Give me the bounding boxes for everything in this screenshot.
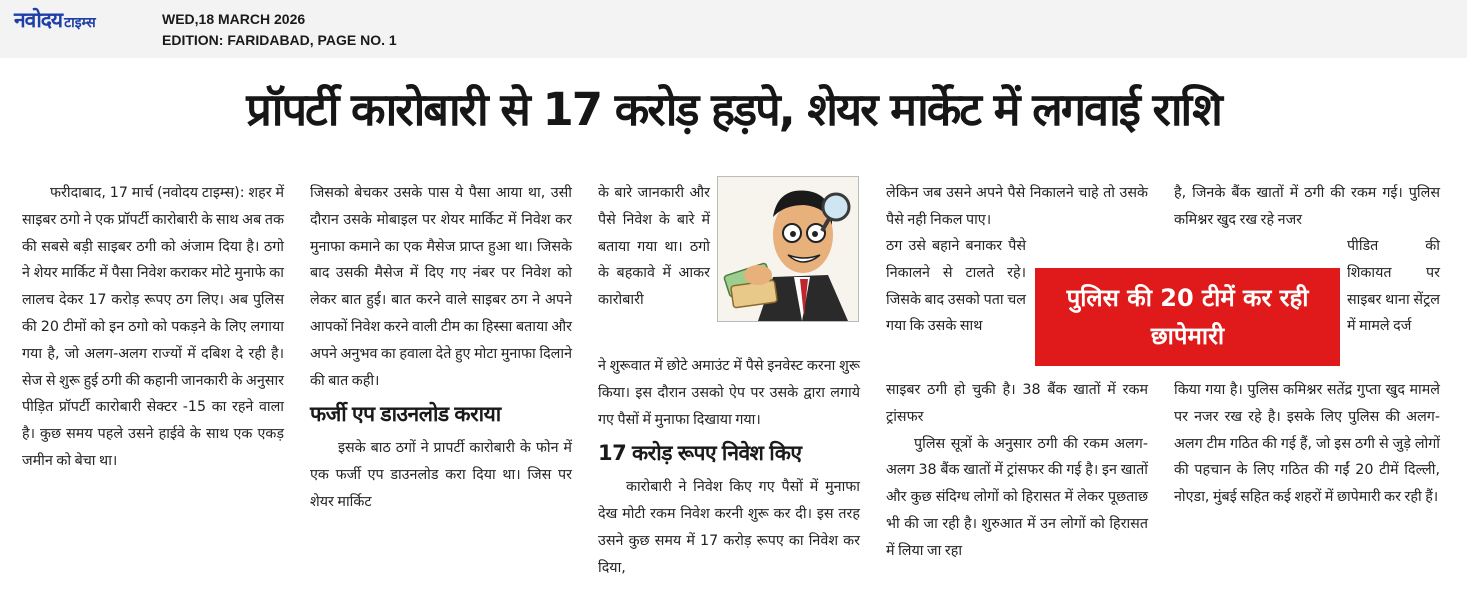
- article-column-2: [310, 180, 572, 516]
- masthead-bar: [0, 0, 1467, 58]
- callout-text: पुलिस की 20 टीमें कर रही छापेमारी: [1066, 284, 1309, 350]
- article-column-3: [598, 353, 860, 582]
- issue-date: WED,18 MARCH 2026: [162, 11, 306, 27]
- column-text: जिसको बेचकर उसके पास ये पैसा आया था, उसी दौरान उसके मोबाइल पर शेयर मार्किट में निवेश कर मुनाफा कमाने का एक मैसेज प्राप्त हुआ था। जिसके बाद उसकी मैसेज में दिए गए नंबर पर निवेश को लेकर बात हुई। बात करने वाले साइबर ठग ने अपने आपकों निवेश करने वाली टीम का हिस्सा बताया और अपने अनुभव का हवाला देते हुए मोटा मुनाफा दिलाने की बात कही।: [310, 185, 572, 389]
- column-text: साइबर ठगी हो चुकी है। 38 बैंक खातों में रकम ट्रांसफर: [886, 382, 1148, 425]
- article-column-5-narrow: [1347, 233, 1440, 340]
- article-column-4-narrow: [886, 233, 1026, 340]
- column-text: है, जिनके बैंक खातों में ठगी की रकम गई। पुलिस कमिश्नर खुद रख रहे नजर: [1174, 185, 1440, 228]
- column-text: इसके बाठ ठगों ने प्रापर्टी कारोबारी के फोन में एक फर्जी एप डाउनलोड करा दिया था। जिस पर शेयर मार्किट: [310, 440, 572, 510]
- dateline: [162, 9, 397, 51]
- cartoon-illustration: [717, 176, 859, 322]
- logo-main-text: नवोदय: [14, 8, 63, 32]
- callout-box: [1035, 268, 1340, 366]
- article-column-5-top: [1174, 180, 1440, 234]
- column-text: फरीदाबाद, 17 मार्च (नवोदय टाइम्स): शहर में साइबर ठगो ने एक प्रॉपर्टी कारोबारी के साथ अब तक की सबसे बड़ी साइबर ठगी को अंजाम दिया है। ठगो ने शेयर मार्किट में पैसा निवेश कराकर मोटे मुनाफे का लालच देकर 17 करोड़ रूपए ठग लिए। अब पुलिस की 20 टीमों को इन ठगो को पकड़ने के लिए लगाया गया है, जो अलग-अलग राज्यों में दबिश दे रही है। सेज से शुरू हुई ठगी की कहानी जानकारी के अनुसार पीड़ित प्रॉपर्टी कारोबारी सेक्टर -15 का रहने वाला है। कुछ समय पहले उसने हाईवे के साथ एक एकड़ जमीन को बेचा था।: [22, 185, 284, 469]
- article-headline: प्रॉपर्टी कारोबारी से 17 करोड़ हड़पे, शेयर मार्केट में लगवाई राशि: [246, 83, 1221, 136]
- column-text: पीडित की शिकायत पर साइबर थाना सेंट्रल में मामले दर्ज: [1347, 238, 1440, 335]
- column-text: ठग उसे बहाने बनाकर पैसे निकालने से टालते रहे। जिसके बाद उसको पता चल गया कि उसके साथ: [886, 238, 1026, 335]
- column-text: कारोबारी ने निवेश किए गए पैसों में मुनाफा देख मोटी रकम निवेश करनी शुरू कर दी। इस तरह उसने कुछ समय में 17 करोड़ रूपए का निवेश कर दिया,: [598, 479, 860, 576]
- article-column-4-top: [886, 180, 1148, 234]
- column-text: लेकिन जब उसने अपने पैसे निकालने चाहे तो उसके पैसे नही निकल पाए।: [886, 185, 1148, 228]
- edition-info: EDITION: FARIDABAD, PAGE NO. 1: [162, 32, 397, 48]
- cartoon-icon: [718, 177, 858, 321]
- column-text: पुलिस सूत्रों के अनुसार ठगी की रकम अलग-अलग 38 बैंक खातों में ट्रांसफर की गई है। इन खातों और कुछ संदिग्ध लोगों को हिरासत में लेकर पूछताछ भी की जा रही है। शुरुआत में उन लोगों को हिरासत में लिया जा रहा: [886, 435, 1148, 559]
- column-text: ने शुरूवात में छोटे अमाउंट में पैसे इनवेस्ट करना शुरू किया। इस दौरान उसको ऐप पर उसके द्वारा लगाये गए पैसों में मुनाफा दिखाया गया।: [598, 358, 860, 428]
- newspaper-logo[interactable]: [14, 6, 96, 36]
- article-column-5: [1174, 377, 1440, 511]
- logo-sub-text: टाइम्स: [64, 15, 96, 31]
- column-text: किया गया है। पुलिस कमिश्नर सतेंद्र गुप्ता खुद मामले पर नजर रख रहे है। इसके लिए पुलिस की अलग-अलग टीम गठित की गई हैं, जो इस ठगी से जुड़े लोगों की पहचान के लिए गठित की गईं 20 टीमें दिल्ली, नोएडा, मुंबई सहित कई शहरों में छापेमारी कर रही हैं।: [1174, 382, 1440, 506]
- column-text: के बारे जानकारी और पैसे निवेश के बारे में बताया गया था। ठगो के बहकावे में आकर कारोबारी: [598, 185, 710, 309]
- article-column-4: [886, 377, 1148, 565]
- subheading-17-crore: 17 करोड़ रूपए निवेश किए: [598, 441, 802, 466]
- article-column-3-top: [598, 180, 710, 314]
- article-column-1: [22, 180, 284, 475]
- subheading-fake-app: फर्जी एप डाउनलोड कराया: [310, 402, 501, 427]
